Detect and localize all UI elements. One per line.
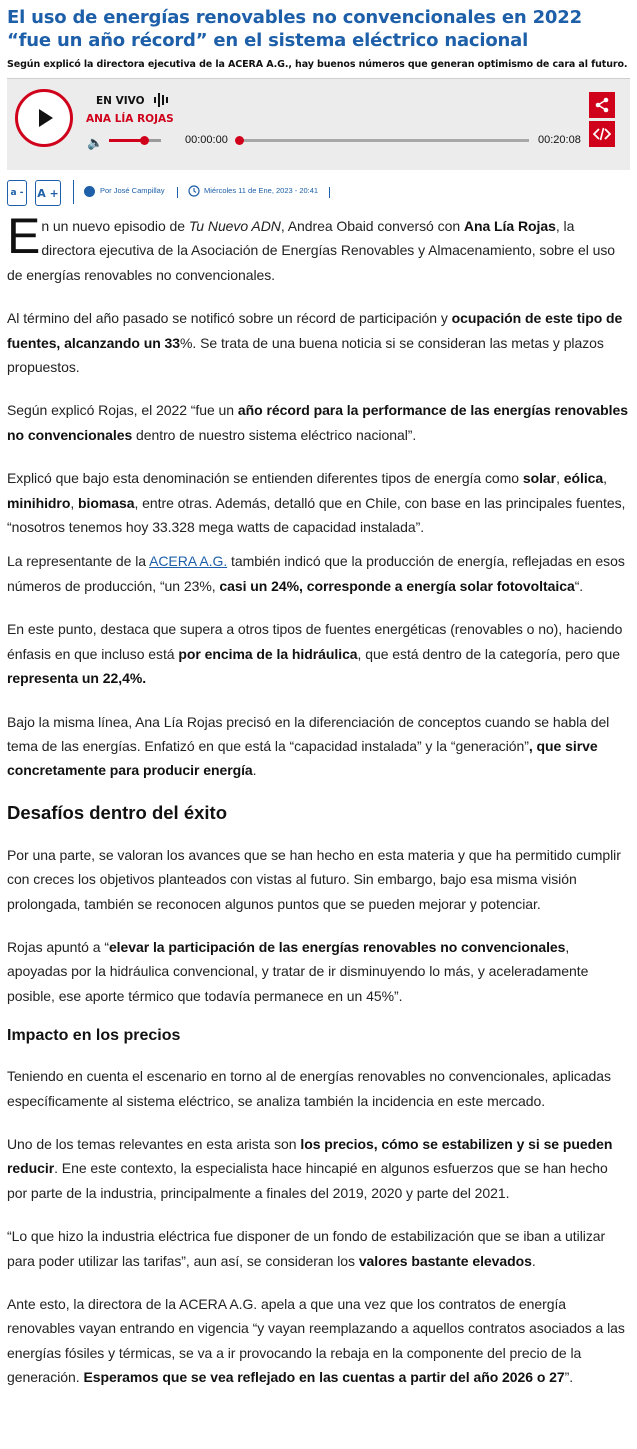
- volume-icon[interactable]: 🔈: [87, 135, 104, 150]
- paragraph: Uno de los temas relevantes en esta arista son los precios, cómo se estabilizen y si se pueden reducir. Ene este contexto, la especialista hace hincapié en algunos esfuerzos que se han hecho por parte de la industria, principalmente a finales del 2019, 2020 y parte del 2021.: [7, 1135, 613, 1201]
- share-button[interactable]: [589, 92, 615, 118]
- embed-code-icon: [593, 126, 611, 142]
- volume-slider[interactable]: [109, 139, 161, 142]
- paragraph: Según explicó Rojas, el 2022 “fue un año récord para la performance de las energías renovables no convencionales dentro de nuestro sistema eléctrico nacional”.: [7, 402, 628, 443]
- live-label: EN VIVO: [96, 95, 145, 107]
- meta-divider: [177, 187, 178, 198]
- clock-icon: [188, 185, 200, 197]
- paragraph: Ante esto, la directora de la ACERA A.G. apela a que una vez que los contratos de energía renovables vayan entrando en vigencia “y vayan reemplazando a aquellos contratos asociados a las energías fósiles y térmicas, se va a ir provocando la rebaja en la componente del precio de la generación. Esperamos que se vea reflejado en las cuentas a partir del año 2026 o 27”.: [7, 1296, 625, 1386]
- play-icon: [37, 108, 55, 128]
- subsection-heading: Impacto en los precios: [7, 1027, 181, 1045]
- section-heading: Desafíos dentro del éxito: [7, 801, 227, 823]
- waveform-icon: [153, 92, 171, 108]
- paragraph: Teniendo en cuenta el escenario en torno al de energías renovables no convencionales, aplicadas específicamente al sistema eléctrico, se analiza también la incidencia en este mercado.: [7, 1068, 611, 1109]
- host-name: ANA LÍA ROJAS: [86, 113, 174, 125]
- user-icon: [84, 186, 95, 197]
- meta-divider: [329, 187, 330, 198]
- article-meta: [7, 176, 630, 216]
- volume-handle[interactable]: [140, 136, 149, 145]
- paragraph: Explicó que bajo esta denominación se entienden diferentes tipos de energía como solar, eólica, minihidro, biomasa, entre otras. Además, detalló que en Chile, con base en las principales fuentes, “nosotros tenemos hoy 33.328 mega watts de capacidad instalada”.: [7, 470, 626, 536]
- total-time: 00:20:08: [538, 134, 581, 146]
- publish-date: Miércoles 11 de Ene, 2023 - 20:41: [204, 186, 319, 195]
- paragraph: En un nuevo episodio de Tu Nuevo ADN, Andrea Obaid conversó con Ana Lía Rojas, la directora ejecutiva de la Asociación de Energías Renovables y Almacenamiento, sobre el uso de energías renovables no convencionales.: [7, 208, 616, 283]
- play-button[interactable]: [15, 89, 73, 147]
- paragraph: En este punto, destaca que supera a otros tipos de fuentes energéticas (renovables o no), haciendo énfasis en que incluso está por encima de la hidráulica, que está dentro de la categoría, pero que representa un 22,4%.: [7, 621, 623, 687]
- font-increase-button[interactable]: A +: [35, 180, 61, 206]
- progress-handle[interactable]: [235, 136, 244, 145]
- paragraph: Por una parte, se valoran los avances que se han hecho en esta materia y que ha permitido cumplir con creces los objetivos planteados con vistas al futuro. Sin embargo, bajo esa misma visión prolongada, también se reconocen algunos puntos que se pueden mejorar y potenciar.: [7, 846, 621, 912]
- paragraph: “Lo que hizo la industria eléctrica fue disponer de un fondo de estabilización que se iban a utilizar para poder utilizar las tarifas”, aun así, se consideran los valores bastante elevados.: [7, 1228, 606, 1269]
- volume-level: [109, 139, 144, 142]
- acera-link[interactable]: ACERA A.G.: [149, 553, 228, 570]
- author-name[interactable]: Por José Campillay: [100, 186, 165, 195]
- article-title: El uso de energías renovables no convencionales en 2022 “fue un año récord” en el sistema eléctrico nacional: [7, 7, 582, 51]
- paragraph: Bajo la misma línea, Ana Lía Rojas precisó en la diferenciación de conceptos cuando se habla del tema de las energías. Enfatizó en que está la “capacidad instalada” y la “generación”, que sirve concretamente para producir energía.: [7, 713, 610, 779]
- current-time: 00:00:00: [185, 134, 228, 146]
- progress-bar[interactable]: [239, 139, 529, 142]
- drop-cap: E: [7, 208, 41, 264]
- paragraph: Al término del año pasado se notificó sobre un récord de participación y ocupación de este tipo de fuentes, alcanzando un 33%. Se trata de una buena noticia si se consideran las metas y plazos propuestos.: [7, 310, 623, 376]
- article-subtitle: Según explicó la directora ejecutiva de la ACERA A.G., hay buenos números que generan optimismo de cara al futuro.: [7, 59, 628, 70]
- article-body: [7, 208, 630, 1390]
- audio-player: [7, 79, 630, 170]
- paragraph: Rojas apuntó a “elevar la participación de las energías renovables no convencionales, apoyadas por la hidráulica convencional, y tratar de ir disminuyendo lo más, y aceleradamente posible, ese aporte térmico que todavía permanece en un 45%”.: [7, 938, 589, 1004]
- paragraph: La representante de la ACERA A.G. también indicó que la producción de energía, reflejadas en esos números de producción, “un 23%, casi un 24%, corresponde a energía solar fotovoltaica“.: [7, 553, 625, 594]
- share-icon: [594, 97, 610, 113]
- meta-divider: [73, 180, 74, 204]
- embed-button[interactable]: [589, 121, 615, 147]
- font-decrease-button[interactable]: a -: [7, 180, 27, 206]
